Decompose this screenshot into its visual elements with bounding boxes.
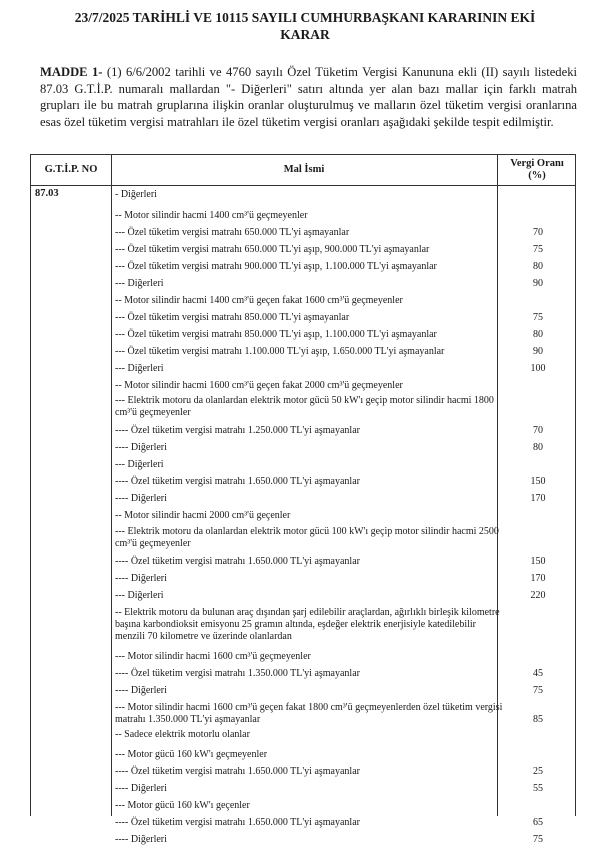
- table-row: [31, 573, 577, 587]
- table-row: [31, 834, 577, 848]
- table-row: [31, 685, 577, 699]
- mal-ismi-cell: ---- Özel tüketim vergisi matrahı 1.650.000 TL'yi aşmayanlar: [115, 817, 360, 828]
- table-row: [31, 800, 577, 814]
- mal-ismi-cell: -- Motor silindir hacmi 1400 cm³'ü geçmeyenler: [115, 210, 308, 221]
- mal-ismi-cell: -- Motor silindir hacmi 1400 cm³'ü geçen fakat 1600 cm³'ü geçmeyenler: [115, 295, 403, 306]
- vergi-orani-cell: 45: [533, 668, 543, 679]
- mal-ismi-cell: ---- Diğerleri: [115, 685, 167, 696]
- vergi-orani-cell: 90: [533, 346, 543, 357]
- table-row: [31, 556, 577, 570]
- table-row: [31, 210, 577, 224]
- header-rate-line-1: Vergi Oranı: [510, 158, 564, 169]
- mal-ismi-cell: --- Motor gücü 160 kW'ı geçenler: [115, 800, 250, 811]
- table-row: [31, 510, 577, 524]
- table-row: [31, 459, 577, 473]
- vergi-orani-cell: 25: [533, 766, 543, 777]
- table-row: [31, 395, 577, 423]
- mal-ismi-cell: --- Motor silindir hacmi 1600 cm³'ü geçen fakat 1800 cm³'ü geçmeyenlerden özel tüketim vergisi matrahı 1.350.000 TL'yi aşmayanlar: [115, 702, 503, 725]
- table-row: [31, 312, 577, 326]
- mal-ismi-cell: ---- Özel tüketim vergisi matrahı 1.650.000 TL'yi aşmayanlar: [115, 476, 360, 487]
- table-row: [31, 329, 577, 343]
- vergi-orani-cell: 75: [533, 834, 543, 845]
- mal-ismi-cell: --- Motor silindir hacmi 1600 cm³'ü geçmeyenler: [115, 651, 311, 662]
- table-row: [31, 493, 577, 507]
- vergi-orani-cell: 170: [530, 573, 546, 584]
- mal-ismi-cell: ---- Özel tüketim vergisi matrahı 1.250.000 TL'yi aşmayanlar: [115, 425, 360, 436]
- table-row: [31, 766, 577, 780]
- mal-ismi-cell: --- Özel tüketim vergisi matrahı 900.000 TL'yi aşıp, 1.100.000 TL'yi aşmayanlar: [115, 261, 437, 272]
- table-row: [31, 189, 577, 203]
- article-label: MADDE 1-: [40, 65, 103, 79]
- table-row: [31, 702, 577, 728]
- mal-ismi-cell: ---- Özel tüketim vergisi matrahı 1.650.000 TL'yi aşmayanlar: [115, 766, 360, 777]
- table-row: [31, 651, 577, 665]
- vergi-orani-cell: 55: [533, 783, 543, 794]
- table-row: [31, 749, 577, 763]
- table-row: [31, 590, 577, 604]
- vergi-orani-cell: 150: [530, 476, 546, 487]
- article-text: (1) 6/6/2002 tarihli ve 4760 sayılı Özel Tüketim Vergisi Kanununa ekli (II) sayılı listedeki 87.03 G.T.İ.P. numaralı mallardan "- Diğerleri" satırı altında yer alan bazı mallar için farklı matrah grupları ile bu matrah gruplarına ilişkin oranlar oluşturulmuş ve malların özel tüketim vergisi oranlarına esas özel tüketim vergisi matrahları ile özel tüketim vergisi oranları aşağıdaki şekilde tespit edilmiştir.: [40, 65, 577, 129]
- table-row: [31, 363, 577, 377]
- table-row: [31, 526, 577, 554]
- vergi-orani-cell: 85: [533, 714, 543, 725]
- table-row: [31, 425, 577, 439]
- mal-ismi-cell: --- Özel tüketim vergisi matrahı 650.000 TL'yi aşmayanlar: [115, 227, 350, 238]
- vergi-orani-cell: 75: [533, 685, 543, 696]
- header-mal-ismi: Mal İsmi: [283, 164, 325, 175]
- table-row: [31, 607, 577, 647]
- vergi-orani-cell: 170: [530, 493, 546, 504]
- mal-ismi-cell: -- Elektrik motoru da bulunan araç dışından şarj edilebilir araçlardan, ağırlıklı birleşik kilometre başına karbondioksit emisyonu 25 gramın altında, eşdeğer elektrik enerjisiyle katedilebilir menzili 70 kilometre ve üzerinde olanlardan: [115, 607, 500, 642]
- vergi-orani-cell: 65: [533, 817, 543, 828]
- mal-ismi-cell: ---- Özel tüketim vergisi matrahı 1.650.000 TL'yi aşmayanlar: [115, 556, 360, 567]
- table-row: [31, 227, 577, 241]
- vergi-orani-cell: 150: [530, 556, 546, 567]
- vergi-orani-cell: 90: [533, 278, 543, 289]
- mal-ismi-cell: --- Özel tüketim vergisi matrahı 1.100.000 TL'yi aşıp, 1.650.000 TL'yi aşmayanlar: [115, 346, 445, 357]
- header-divider: [31, 185, 575, 186]
- mal-ismi-cell: -- Motor silindir hacmi 2000 cm³'ü geçenler: [115, 510, 291, 521]
- mal-ismi-cell: ---- Diğerleri: [115, 493, 167, 504]
- mal-ismi-cell: --- Elektrik motoru da olanlardan elektrik motor gücü 50 kW'ı geçip motor silindir hacmi 1800 cm³'ü geçmeyenler: [115, 395, 494, 418]
- mal-ismi-cell: --- Elektrik motoru da olanlardan elektrik motor gücü 100 kW'ı geçip motor silindir hacmi 2500 cm³'ü geçmeyenler: [115, 526, 499, 549]
- table-row: [31, 295, 577, 309]
- table-row: [31, 380, 577, 394]
- vergi-orani-cell: 75: [533, 312, 543, 323]
- document-title: [40, 9, 570, 43]
- mal-ismi-cell: ---- Diğerleri: [115, 783, 167, 794]
- header-gtip: G.T.İ.P. NO: [44, 164, 98, 175]
- vergi-orani-cell: 80: [533, 261, 543, 272]
- table-row: [31, 278, 577, 292]
- vergi-orani-cell: 70: [533, 425, 543, 436]
- mal-ismi-cell: --- Özel tüketim vergisi matrahı 850.000 TL'yi aşmayanlar: [115, 312, 350, 323]
- vergi-orani-cell: 70: [533, 227, 543, 238]
- mal-ismi-cell: -- Motor silindir hacmi 1600 cm³'ü geçen fakat 2000 cm³'ü geçmeyenler: [115, 380, 403, 391]
- mal-ismi-cell: --- Diğerleri: [115, 278, 164, 289]
- mal-ismi-cell: --- Diğerleri: [115, 590, 164, 601]
- table-row: [31, 346, 577, 360]
- mal-ismi-cell: ---- Diğerleri: [115, 834, 167, 845]
- mal-ismi-cell: ---- Özel tüketim vergisi matrahı 1.350.000 TL'yi aşmayanlar: [115, 668, 360, 679]
- table-row: [31, 668, 577, 682]
- vergi-orani-cell: 75: [533, 244, 543, 255]
- mal-ismi-cell: --- Özel tüketim vergisi matrahı 850.000 TL'yi aşıp, 1.100.000 TL'yi aşmayanlar: [115, 329, 437, 340]
- title-line-1: 23/7/2025 TARİHLİ VE 10115 SAYILI CUMHURBAŞKANI KARARININ EKİ: [74, 10, 536, 25]
- mal-ismi-cell: --- Özel tüketim vergisi matrahı 650.000 TL'yi aşıp, 900.000 TL'yi aşmayanlar: [115, 244, 430, 255]
- mal-ismi-cell: ---- Diğerleri: [115, 573, 167, 584]
- table-row: [31, 476, 577, 490]
- table-row: [31, 729, 577, 743]
- header-vergi-orani: [497, 158, 577, 182]
- table-row: [31, 244, 577, 258]
- mal-ismi-cell: -- Sadece elektrik motorlu olanlar: [115, 729, 250, 740]
- article-paragraph: [40, 64, 577, 130]
- mal-ismi-cell: --- Diğerleri: [115, 459, 164, 470]
- gtip-number: 87.03: [35, 188, 59, 199]
- vergi-orani-cell: 100: [530, 363, 546, 374]
- mal-ismi-cell: ---- Diğerleri: [115, 442, 167, 453]
- header-rate-line-2: (%): [528, 170, 546, 181]
- table-row: [31, 442, 577, 456]
- vergi-orani-cell: 80: [533, 329, 543, 340]
- tax-rate-table: [30, 154, 576, 845]
- mal-ismi-cell: --- Diğerleri: [115, 363, 164, 374]
- table-row: [31, 817, 577, 831]
- vergi-orani-cell: 220: [530, 590, 546, 601]
- table-row: [31, 261, 577, 275]
- mal-ismi-cell: - Diğerleri: [115, 189, 157, 200]
- title-line-2: KARAR: [280, 27, 330, 42]
- table-row: [31, 783, 577, 797]
- vergi-orani-cell: 80: [533, 442, 543, 453]
- mal-ismi-cell: --- Motor gücü 160 kW'ı geçmeyenler: [115, 749, 268, 760]
